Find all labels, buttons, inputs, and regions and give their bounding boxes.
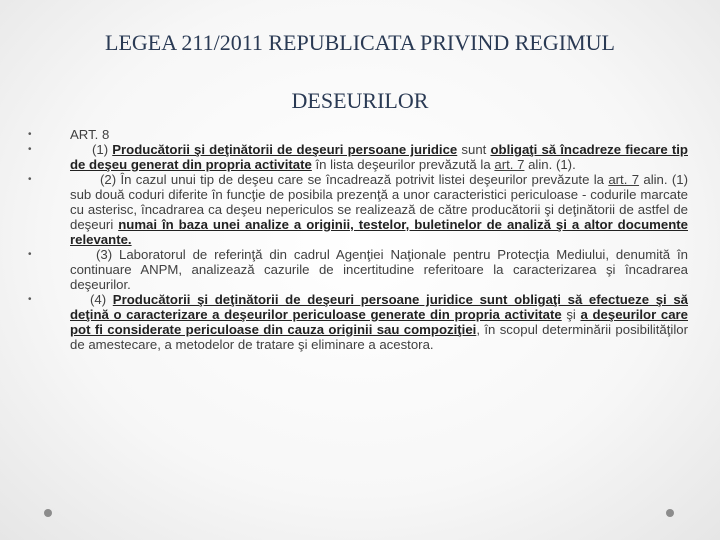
text: în lista deşeurilor prevăzută la	[311, 157, 495, 172]
emphasis-text: a deşeurilor care pot fi considerate periculoase din cauza originii sau compoziţiei	[70, 307, 688, 337]
emphasis-text: numai în baza unei analize a originii, testelor, buletinelor de analiză şi a altor documente relevante.	[70, 217, 688, 247]
bullet-icon: •	[28, 129, 32, 140]
text: şi	[561, 307, 581, 322]
text: (2) În cazul unui tip de deşeu care se încadrează potrivit listei deşeurilor prevăzute la	[100, 172, 609, 187]
article-link[interactable]: art. 7	[494, 157, 525, 172]
bullet-icon: •	[28, 174, 32, 185]
emphasis-text: Producătorii şi deţinătorii de deşeuri persoane juridice	[112, 142, 458, 157]
paragraph-number: (1)	[92, 142, 113, 157]
list-item	[28, 292, 688, 352]
bullet-icon: •	[28, 294, 32, 305]
text: (3) Laboratorul de referinţă din cadrul Agenţiei Naţionale pentru Protecţia Mediului, denumită în continuare ANPM, analizează cazurile de incertitudine referitoare la caracterizarea şi încadrarea deşeurilor.	[70, 247, 688, 292]
text: alin. (1) sub două coduri diferite în funcţie de posibila prezenţă a unor caracteristici periculoase - codurile marcate cu asterisc, încadrarea ca deşeu nepericulos se realizează de către producătorii şi deţinătorii de astfel de deşeuri	[70, 172, 688, 232]
bullet-icon: •	[28, 249, 32, 260]
paragraph-number: (4)	[90, 292, 113, 307]
list-item	[28, 142, 688, 172]
article-heading: ART. 8	[70, 127, 110, 142]
emphasis-text: Producătorii şi deţinătorii de deşeuri persoane juridice sunt obligaţi să efectueze şi să deţină o caracterizare a deşeurilor periculoase generate din propria activitate	[70, 292, 689, 322]
slide-title-line-1: LEGEA 211/2011 REPUBLICATA PRIVIND REGIMUL	[105, 30, 615, 55]
text: , în scopul determinării posibilităţilor de amestecare, a metodelor de tratare şi eliminare a acestora.	[70, 322, 688, 352]
list-item	[28, 127, 688, 142]
article-link[interactable]: art. 7	[608, 172, 640, 187]
text: sunt	[457, 142, 491, 157]
list-item	[28, 172, 688, 247]
text: alin. (1).	[524, 157, 576, 172]
corner-dot-right	[666, 509, 674, 517]
emphasis-text: obligaţi să încadreze fiecare tip de deşeu generat din propria activitate	[70, 142, 688, 172]
corner-dot-left	[44, 509, 52, 517]
slide-title-line-2: DESEURILOR	[291, 88, 429, 113]
bullet-list	[28, 127, 688, 352]
list-item	[28, 247, 688, 292]
bullet-icon: •	[28, 144, 32, 155]
